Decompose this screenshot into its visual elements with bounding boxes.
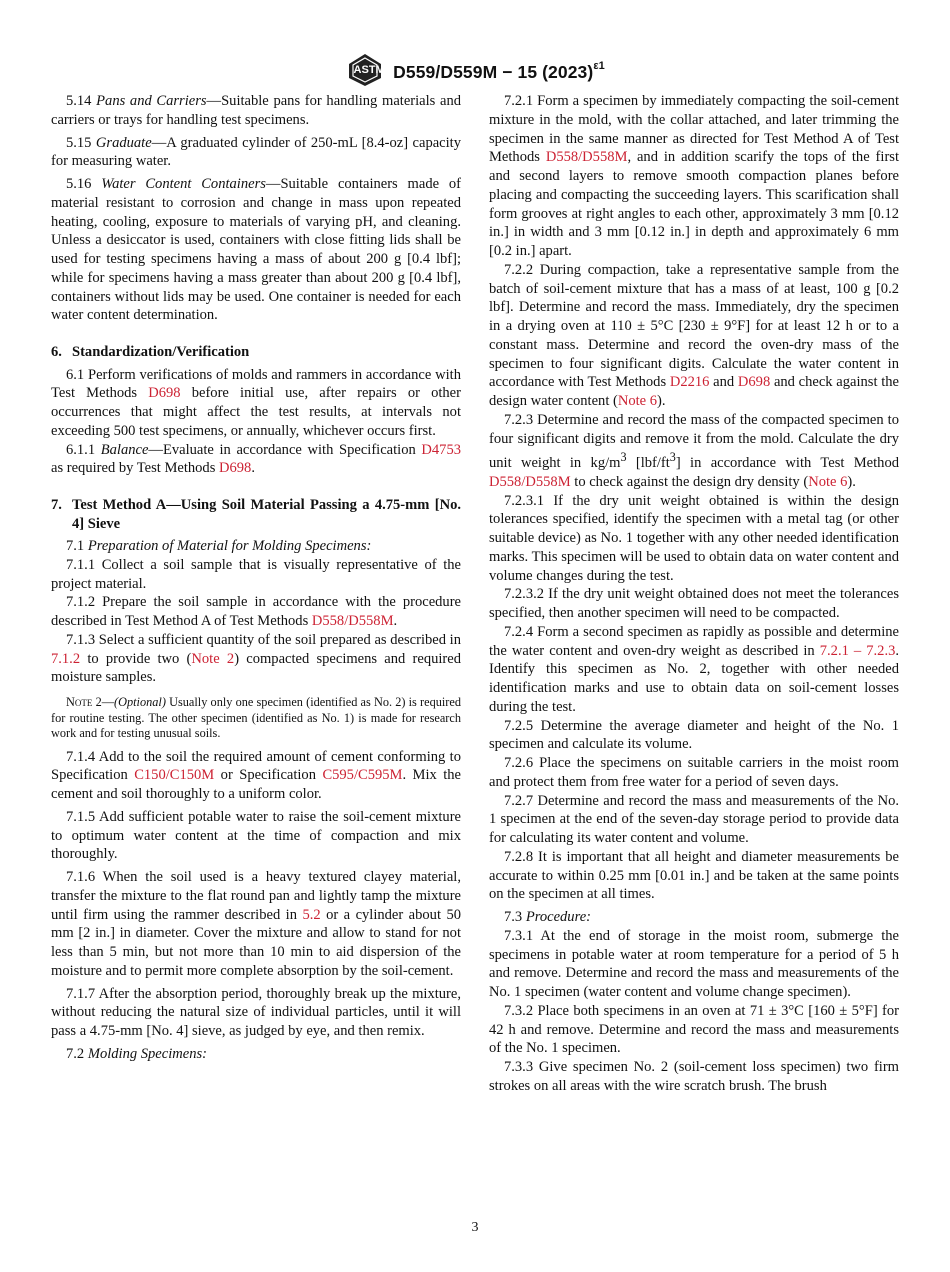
paragraph-7-1: 7.1 Preparation of Material for Molding Specimens:	[66, 538, 372, 554]
paragraph-7-2-7: 7.2.7 Determine and record the mass and measurements of the No. 1 specimen at the end of the seven-day storage period to provide data for calculating its water content and volume.	[489, 792, 899, 847]
astm-logo	[345, 52, 393, 93]
paragraph-7-2-4: 7.2.4 Form a second specimen as rapidly as possible and determine the water content and oven-dry weight as described in 7.2.1 – 7.2.3. Identify this specimen as No. 2, together with other needed identification marks and use to obtain data on soil-cement losses during the test.	[489, 623, 899, 715]
link-d558[interactable]: D558/D558M	[489, 473, 571, 490]
paragraph-7-2-3-2: 7.2.3.2 If the dry unit weight obtained does not meet the tolerances specified, then another specimen will need to be compacted.	[489, 586, 899, 622]
note-2: Note 2—(Optional) Usually only one specimen (identified as No. 2) is required for routine testing. The other specimen (identified as No. 1) is made for research work and for testing unusual soils.	[51, 695, 461, 740]
paragraph-7-3: 7.3 Procedure:	[504, 909, 591, 926]
paragraph-7-1-7: 7.1.7 After the absorption period, thoroughly break up the mixture, without reducing the natural size of individual particles, until it will pass a 4.75-mm [No. 4] sieve, as judged by eye, and then remix.	[51, 985, 461, 1039]
paragraph-6-1-1: 6.1.1 Balance—Evaluate in accordance with Specification D4753 as required by Test Methods D698.	[51, 441, 462, 477]
paragraph-7-2-3-1: 7.2.3.1 If the dry unit weight obtained is within the design tolerances specified, identify the specimen with a metal tag (or other suitable device) as No. 1 together with any other needed identification marks. This specimen will be used to obtain data on water content and volume changes during the test.	[489, 492, 899, 584]
paragraph-7-1-5: 7.1.5 Add sufficient potable water to raise the soil-cement mixture to optimum water content at the time of compaction and mix thoroughly.	[51, 808, 461, 863]
standard-designation	[393, 62, 605, 83]
link-c150[interactable]: C150/C150M	[134, 767, 215, 784]
paragraph-7-2-2: 7.2.2 During compaction, take a representative sample from the batch of soil-cement mixture that has a mass of at least, 100 g [0.2 lbf]. Determine and record the mass. Immediately, dry the specimen in a drying oven at 110 ± 5°C [230 ± 9°F] for at least 12 h or to a constant mass. Determine and record the oven-dry mass of the specimen to four significant digits. Calculate the water content in accordance with Test Methods D2216 and D698 and check against the design water content (Note 6).	[489, 261, 899, 409]
link-7-2-1-7-2-3[interactable]: 7.2.1 – 7.2.3	[819, 642, 896, 659]
right-column	[489, 92, 899, 1096]
paragraph-6-1: 6.1 Perform verifications of molds and rammers in accordance with Test Methods D698 before initial use, after repairs or other occurrences that might affect the test results, at intervals not exceeding 500 test specimens, or annually, whichever occurs first.	[51, 366, 461, 439]
paragraph-7-2-8: 7.2.8 It is important that all height and diameter measurements be accurate to within 0.25 mm [0.01 in.] and be taken at the same points on the specimen at all times.	[489, 848, 899, 903]
paragraph-7-3-2: 7.3.2 Place both specimens in an oven at 71 ± 3°C [160 ± 5°F] for 42 h and remove. Determine and record the mass and measurements of the No. 1 specimen.	[489, 1002, 899, 1057]
paragraph-5-15: 5.15 Graduate—A graduated cylinder of 250-mL [8.4-oz] capacity for measuring water.	[51, 134, 461, 170]
paragraph-7-3-1: 7.3.1 At the end of storage in the moist room, submerge the specimens in potable water at room temperature for a period of 5 h and remove. Determine and record the mass and measurements of the No. 1 specimen (water content and volume change specimen).	[489, 927, 899, 1001]
paragraph-7-1-3: 7.1.3 Select a sufficient quantity of the soil prepared as described in 7.1.2 to provide two (Note 2) compacted specimens and required moisture samples.	[51, 631, 461, 686]
paragraph-7-1-6: 7.1.6 When the soil used is a heavy textured clayey material, transfer the mixture to the flat round pan and lightly tamp the mixture until firm using the rammer described in 5.2 or a cylinder about 50 mm [2 in.] in diameter. Cover the mixture and allow to stand for not less than 5 min, but not more than 10 min to aid dispersion of the moisture and to permit more complete absorption by the soil-cement.	[51, 869, 461, 979]
paragraph-7-3-3: 7.3.3 Give specimen No. 2 (soil-cement loss specimen) two firm strokes on all areas with the wire scratch brush. The brush	[489, 1059, 899, 1094]
paragraph-7-2: 7.2 Molding Specimens:	[66, 1045, 208, 1062]
link-note-6[interactable]: Note 6	[808, 473, 848, 490]
link-d698[interactable]: D698	[219, 460, 252, 477]
section-6-heading: 6. Standardization/Verification	[51, 344, 250, 360]
left-column	[51, 92, 461, 1064]
link-5-2[interactable]: 5.2	[302, 906, 321, 923]
paragraph-5-14: 5.14 Pans and Carriers—Suitable pans for handling materials and carriers or trays for handling test specimens.	[51, 93, 461, 128]
link-d558[interactable]: D558/D558M	[311, 613, 394, 629]
page-header	[0, 52, 950, 93]
logo-lettering: ASTM	[353, 64, 385, 76]
link-c595[interactable]: C595/C595M	[322, 767, 403, 784]
link-note-6[interactable]: Note 6	[617, 393, 658, 409]
link-d2216[interactable]: D2216	[669, 374, 710, 391]
link-note-2[interactable]: Note 2	[191, 650, 235, 667]
paragraph-7-2-5: 7.2.5 Determine the average diameter and height of the No. 1 specimen and calculate its volume.	[489, 717, 899, 753]
page-number: 3	[471, 1220, 479, 1235]
paragraph-5-16: 5.16 Water Content Containers—Suitable containers made of material resistant to corrosion and change in mass upon repeated heating, cooling, exposure to materials of varying pH, and cleaning. Unless a desiccator is used, containers with close fitting lids shall be used for testing specimens having a mass of about 200 g [0.4 lbf]; while for specimens having a mass greater than about 200 g [0.4 lbf], containers without lids may be used. One container is needed for each water content determination.	[51, 176, 461, 324]
link-d698[interactable]: D698	[737, 374, 771, 391]
link-7-1-2[interactable]: 7.1.2	[51, 650, 81, 667]
designation-text: D559/D559M − 15 (2023)	[393, 62, 594, 82]
link-d698[interactable]: D698	[148, 385, 181, 402]
section-7-heading: 7. Test Method A—Using Soil Material Passing a 4.75-mm [No. 4] Sieve	[51, 497, 461, 532]
paragraph-7-2-1: 7.2.1 Form a specimen by immediately compacting the soil-cement mixture in the mold, with the collar attached, and later trimming the specimen in the same manner as directed for Test Method A of Test Methods D558/D558M, and in addition scarify the tops of the first and second layers to remove smooth compaction planes before placing and compacting the succeeding layers. This scarification shall form grooves at right angles to each other, approximately 3 mm [0.12 in.] in width and 3 mm [0.12 in.] in depth and approximately 6 mm [0.2 in.] apart.	[489, 93, 899, 259]
link-d558[interactable]: D558/D558M	[545, 149, 628, 166]
paragraph-7-1-4: 7.1.4 Add to the soil the required amount of cement conforming to Specification C150/C150M or Specification C595/C595M. Mix the cement and soil thoroughly to a uniform color.	[51, 748, 462, 802]
link-d4753[interactable]: D4753	[421, 441, 462, 458]
paragraph-7-1-1: 7.1.1 Collect a soil sample that is visually representative of the project material.	[51, 556, 461, 592]
paragraph-7-1-2: 7.1.2 Prepare the soil sample in accordance with the procedure described in Test Method A of Test Methods D558/D558M.	[51, 594, 461, 629]
paragraph-7-2-3: 7.2.3 Determine and record the mass of the compacted specimen to four significant digits and remove it from the mold. Calculate the dry unit weight in $kg/m^3$ $[lbf/ft^3]$ in accordance with Test Method D558/D558M to check against the design dry density (Note 6).	[489, 411, 899, 490]
designation-superscript: ε1	[593, 60, 605, 73]
paragraph-7-2-6: 7.2.6 Place the specimens on suitable carriers in the moist room and protect them from free water for a period of seven days.	[489, 755, 899, 790]
